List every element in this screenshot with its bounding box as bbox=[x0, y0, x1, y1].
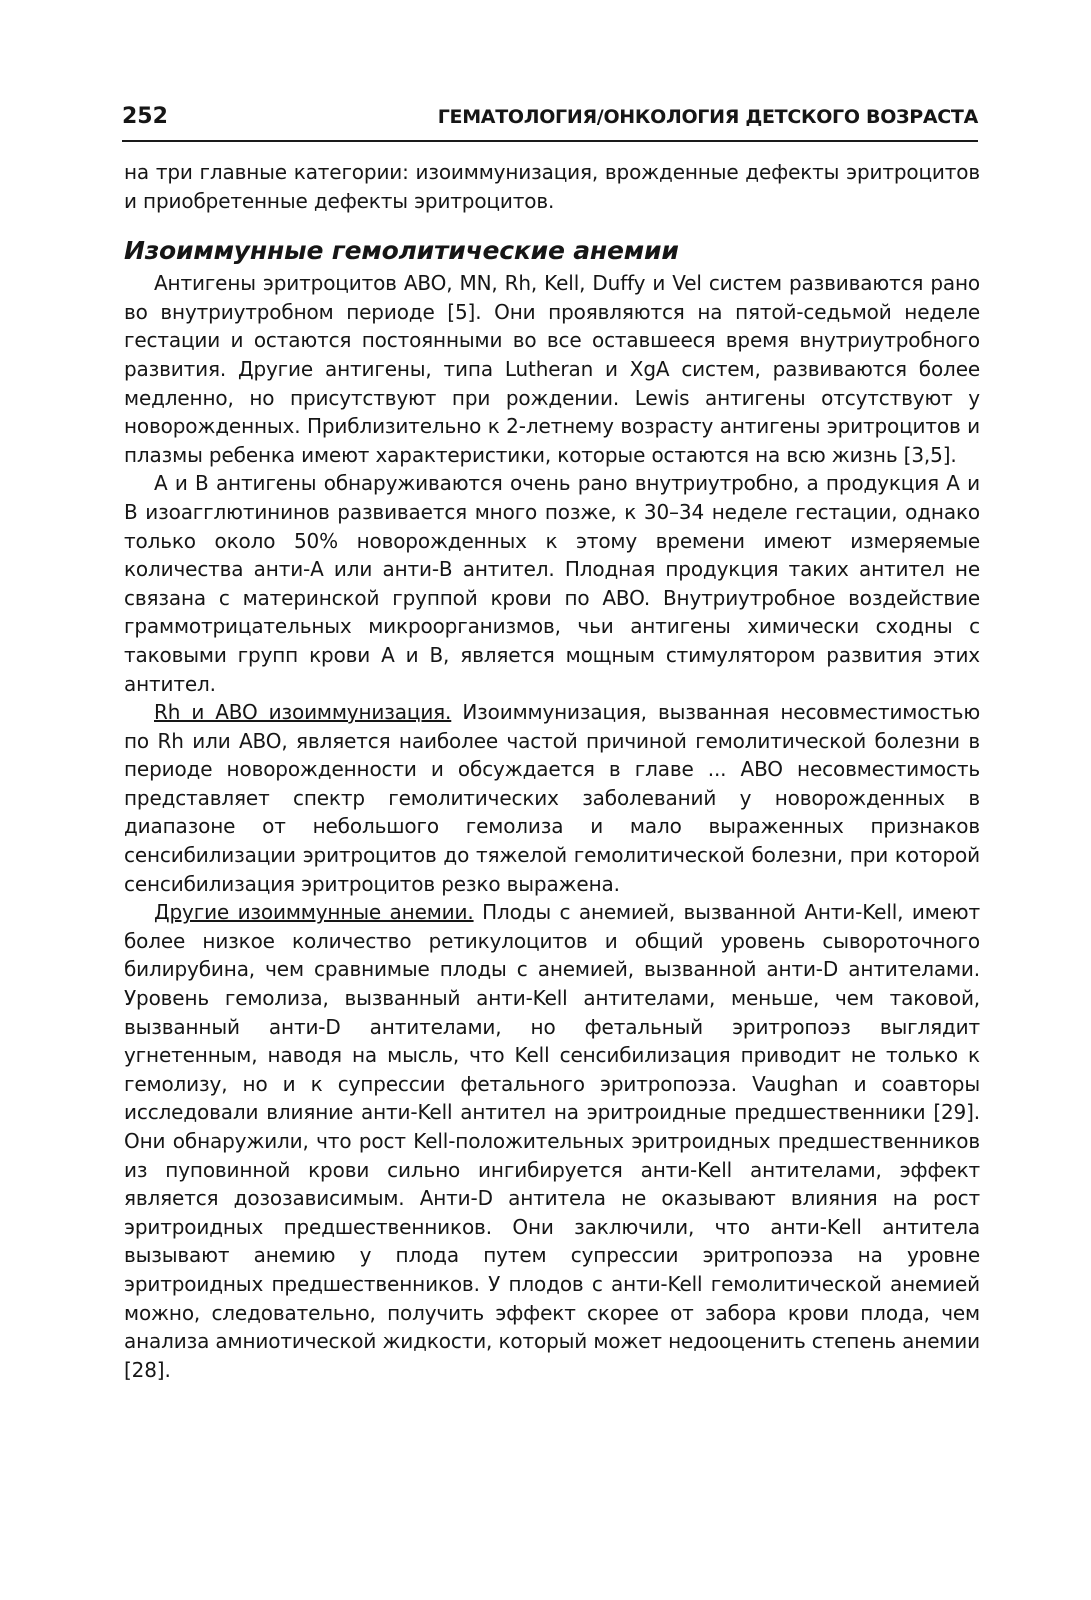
paragraph-rh-abo bbox=[124, 698, 980, 898]
runin-heading-other-anemias: Другие изоиммунные анемии. bbox=[154, 900, 474, 925]
running-title: ГЕМАТОЛОГИЯ/ОНКОЛОГИЯ ДЕТСКОГО ВОЗРАСТА bbox=[437, 106, 978, 128]
intro-paragraph: на три главные категории: изоиммунизация, врожденные дефекты эритроцитов и приобретенные дефекты эритроцитов. bbox=[124, 160, 980, 213]
page-header bbox=[122, 100, 978, 142]
paragraph-antigens: Антигены эритроцитов ABO, MN, Rh, Kell, Duffy и Vel систем развиваются рано во внутриутробном периоде [5]. Они проявляются на пятой-седьмой неделе гестации и остаются постоянными во все оставшееся время внутриутробного развития. Другие антигены, типа Lutheran и XgA систем, развиваются более медленно, но присутствуют при рождении. Lewis антигены отсутствуют у новорожденных. Приблизительно к 2-летнему возрасту антигены эритроцитов и плазмы ребенка имеют характеристики, которые остаются на всю жизнь [3,5]. bbox=[124, 271, 980, 467]
page-number: 252 bbox=[122, 104, 168, 129]
runin-heading-rh-abo: Rh и ABO изоиммунизация. bbox=[154, 700, 452, 725]
page-body bbox=[124, 158, 980, 1384]
paragraph-rh-abo-text: Изоиммунизация, вызванная несовместимостью по Rh или ABO, является наиболее частой причиной гемолитической болезни в периоде новорожденности и обсуждается в главе ... ABO несовместимость представляет спектр гемолитических заболеваний у новорожденных в диапазоне от небольшого гемолиза и мало выраженных признаков сенсибилизации эритроцитов до тяжелой гемолитической болезни, при которой сенсибилизация эритроцитов резко выражена. bbox=[124, 700, 980, 896]
paragraph-ab-antigens: А и В антигены обнаруживаются очень рано внутриутробно, а продукция А и В изоагглютининов развивается много позже, к 30–34 неделе гестации, однако только около 50% новорожденных к этому времени имеют измеряемые количества анти-А или анти-В антител. Плодная продукция таких антител не связана с материнской группой крови по ABO. Внутриутробное воздействие граммотрицательных микроорганизмов, чьи антигены химически сходны с таковыми групп крови А и В, является мощным стимулятором развития этих антител. bbox=[124, 471, 980, 696]
section-title: Изоиммунные гемолитические анемии bbox=[124, 236, 679, 266]
paragraph-other-anemias-text: Плоды с анемией, вызванной Анти-Kell, имеют более низкое количество ретикулоцитов и общий уровень сывороточного билирубина, чем сравнимые плоды с анемией, вызванной анти-D антителами. Уровень гемолиза, вызванный анти-Kell антителами, меньше, чем таковой, вызванный анти-D антителами, но фетальный эритропоэз выглядит угнетенным, наводя на мысль, что Kell сенсибилизация приводит не только к гемолизу, но и к супрессии фетального эритропоэза. Vaughan и соавторы исследовали влияние анти-Kell антител на эритроидные предшественники [29]. Они обнаружили, что рост Kell-положительных эритроидных предшественников из пуповинной крови сильно ингибируется анти-Kell антителами, эффект является дозозависимым. Анти-D антитела не оказывают влияния на рост эритроидных предшественников. Они заключили, что анти-Kell антитела вызывают анемию у плода путем супрессии эритропоэза на уровне эритроидных предшественников. У плодов с анти-Kell гемолитической анемией можно, следовательно, получить эффект скорее от забора крови плода, чем анализа амниотической жидкости, который может недооценить степень анемии [28]. bbox=[124, 900, 980, 1382]
paragraph-other-anemias bbox=[124, 898, 980, 1384]
